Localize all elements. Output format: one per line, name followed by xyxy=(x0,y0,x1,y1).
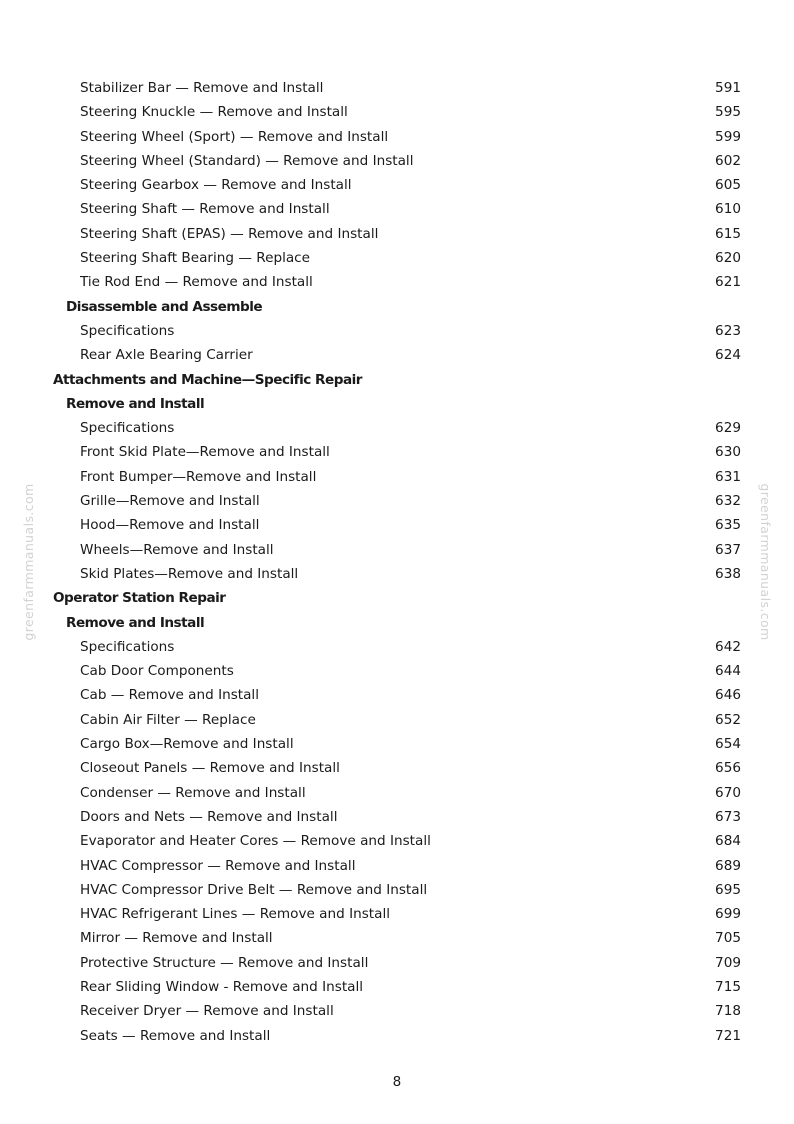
toc-entry-title: Specifications xyxy=(80,638,175,655)
toc-subsection-heading xyxy=(0,295,794,319)
toc-entry-page-number: 638 xyxy=(715,565,741,582)
toc-entry-title: Wheels—Remove and Install xyxy=(80,541,274,558)
toc-entry[interactable] xyxy=(0,878,794,902)
toc-entry-page-number: 595 xyxy=(715,104,741,121)
toc-entry-page-number: 632 xyxy=(715,493,741,510)
toc-entry[interactable] xyxy=(0,270,794,294)
toc-entry-page-number: 695 xyxy=(715,881,741,898)
toc-entry-title: Steering Wheel (Sport) — Remove and Install xyxy=(80,128,389,145)
toc-entry-page-number: 721 xyxy=(715,1027,741,1044)
toc-entry[interactable] xyxy=(0,538,794,562)
toc-entry-page-number: 599 xyxy=(715,128,741,145)
toc-entry-title: Skid Plates—Remove and Install xyxy=(80,565,299,582)
toc-entry-title: Cab Door Components xyxy=(80,663,234,680)
toc-subsection-heading xyxy=(0,611,794,635)
toc-entry[interactable] xyxy=(0,732,794,756)
toc-entry-page-number: 605 xyxy=(715,177,741,194)
toc-entry[interactable] xyxy=(0,440,794,464)
toc-entry-page-number: 602 xyxy=(715,152,741,169)
toc-entry-title: Disassemble and Assemble xyxy=(66,298,263,315)
toc-entry[interactable] xyxy=(0,975,794,999)
toc-entry-page-number: 623 xyxy=(715,322,741,339)
toc-entry-page-number: 684 xyxy=(715,833,741,850)
toc-entry-page-number: 591 xyxy=(715,80,741,96)
toc-entry[interactable] xyxy=(0,999,794,1023)
toc-entry[interactable] xyxy=(0,246,794,270)
toc-entry[interactable] xyxy=(0,805,794,829)
watermark-left-text: greenfarmmanuals.com xyxy=(21,483,36,641)
table-of-contents xyxy=(0,76,794,1048)
toc-entry-title: Specifications xyxy=(80,420,175,437)
toc-entry-page-number: 699 xyxy=(715,906,741,923)
toc-entry-title: Specifications xyxy=(80,322,175,339)
toc-entry[interactable] xyxy=(0,197,794,221)
toc-entry-page-number: 620 xyxy=(715,250,741,267)
toc-entry-title: Grille—Remove and Install xyxy=(80,493,260,510)
toc-entry[interactable] xyxy=(0,659,794,683)
toc-entry-title: Steering Knuckle — Remove and Install xyxy=(80,104,348,121)
toc-entry-title: Front Skid Plate—Remove and Install xyxy=(80,444,330,461)
toc-entry[interactable] xyxy=(0,343,794,367)
toc-entry-page-number: 652 xyxy=(715,711,741,728)
toc-entry-page-number: 610 xyxy=(715,201,741,218)
toc-entry-page-number: 646 xyxy=(715,687,741,704)
toc-entry-title: Attachments and Machine—Specific Repair xyxy=(53,371,362,388)
toc-entry[interactable] xyxy=(0,465,794,489)
toc-entry-title: Steering Shaft (EPAS) — Remove and Install xyxy=(80,225,379,242)
toc-entry-title: Receiver Dryer — Remove and Install xyxy=(80,1003,334,1020)
toc-entry-title: Rear Axle Bearing Carrier xyxy=(80,347,253,364)
toc-entry-page-number: 705 xyxy=(715,930,741,947)
toc-entry-title: Steering Shaft Bearing — Replace xyxy=(80,250,311,267)
toc-entry-title: Evaporator and Heater Cores — Remove and Install xyxy=(80,833,431,850)
toc-entry[interactable] xyxy=(0,781,794,805)
toc-entry-title: Hood—Remove and Install xyxy=(80,517,260,534)
toc-entry[interactable] xyxy=(0,76,794,100)
toc-entry[interactable] xyxy=(0,513,794,537)
toc-entry-title: Steering Shaft — Remove and Install xyxy=(80,201,330,218)
toc-entry-page-number: 615 xyxy=(715,225,741,242)
toc-entry-page-number: 644 xyxy=(715,663,741,680)
toc-entry[interactable] xyxy=(0,173,794,197)
toc-entry[interactable] xyxy=(0,562,794,586)
toc-entry[interactable] xyxy=(0,756,794,780)
toc-entry-title: Doors and Nets — Remove and Install xyxy=(80,808,338,825)
toc-entry-title: Cabin Air Filter — Replace xyxy=(80,711,256,728)
toc-entry-page-number: 635 xyxy=(715,517,741,534)
toc-entry-page-number: 670 xyxy=(715,784,741,801)
toc-section-heading xyxy=(0,586,794,610)
toc-entry-title: Steering Wheel (Standard) — Remove and Install xyxy=(80,152,414,169)
toc-entry[interactable] xyxy=(0,683,794,707)
toc-entry-page-number: 673 xyxy=(715,808,741,825)
toc-subsection-heading xyxy=(0,392,794,416)
toc-entry-page-number: 656 xyxy=(715,760,741,777)
toc-entry[interactable] xyxy=(0,829,794,853)
toc-entry[interactable] xyxy=(0,708,794,732)
toc-entry-page-number: 654 xyxy=(715,736,741,753)
toc-entry-title: Tie Rod End — Remove and Install xyxy=(80,274,313,291)
toc-entry[interactable] xyxy=(0,951,794,975)
toc-entry-title: Operator Station Repair xyxy=(53,590,226,607)
toc-entry[interactable] xyxy=(0,125,794,149)
toc-entry-page-number: 689 xyxy=(715,857,741,874)
toc-entry[interactable] xyxy=(0,489,794,513)
toc-entry[interactable] xyxy=(0,854,794,878)
page-number: 8 xyxy=(392,1074,402,1090)
toc-entry-title: Condenser — Remove and Install xyxy=(80,784,306,801)
toc-entry-page-number: 718 xyxy=(715,1003,741,1020)
toc-entry-page-number: 631 xyxy=(715,468,741,485)
toc-entry[interactable] xyxy=(0,902,794,926)
toc-entry-page-number: 642 xyxy=(715,638,741,655)
watermark-right-text: greenfarmmanuals.com xyxy=(758,483,773,641)
toc-entry-title: Seats — Remove and Install xyxy=(80,1027,271,1044)
toc-entry-page-number: 629 xyxy=(715,420,741,437)
toc-entry[interactable] xyxy=(0,416,794,440)
toc-section-heading xyxy=(0,368,794,392)
toc-entry-title: Remove and Install xyxy=(66,395,205,412)
toc-entry-title: Stabilizer Bar — Remove and Install xyxy=(80,80,324,96)
toc-entry-page-number: 637 xyxy=(715,541,741,558)
toc-entry-title: Protective Structure — Remove and Install xyxy=(80,954,369,971)
toc-entry-title: Rear Sliding Window - Remove and Install xyxy=(80,978,364,995)
toc-entry-title: HVAC Refrigerant Lines — Remove and Install xyxy=(80,906,391,923)
toc-entry[interactable] xyxy=(0,222,794,246)
toc-entry-title: Steering Gearbox — Remove and Install xyxy=(80,177,352,194)
toc-entry-title: Front Bumper—Remove and Install xyxy=(80,468,317,485)
toc-entry-page-number: 624 xyxy=(715,347,741,364)
toc-entry-page-number: 621 xyxy=(715,274,741,291)
toc-entry-title: Remove and Install xyxy=(66,614,205,631)
toc-entry[interactable] xyxy=(0,149,794,173)
toc-entry-title: Cab — Remove and Install xyxy=(80,687,259,704)
toc-entry[interactable] xyxy=(0,926,794,950)
toc-entry[interactable] xyxy=(0,635,794,659)
toc-entry[interactable] xyxy=(0,319,794,343)
toc-entry-title: HVAC Compressor — Remove and Install xyxy=(80,857,356,874)
toc-entry[interactable] xyxy=(0,100,794,124)
toc-entry-page-number: 630 xyxy=(715,444,741,461)
toc-entry-title: Mirror — Remove and Install xyxy=(80,930,273,947)
toc-entry-title: Closeout Panels — Remove and Install xyxy=(80,760,340,777)
toc-entry-title: Cargo Box—Remove and Install xyxy=(80,736,294,753)
toc-entry-page-number: 709 xyxy=(715,954,741,971)
toc-entry[interactable] xyxy=(0,1024,794,1048)
toc-entry-title: HVAC Compressor Drive Belt — Remove and Install xyxy=(80,881,428,898)
toc-entry-page-number: 715 xyxy=(715,978,741,995)
